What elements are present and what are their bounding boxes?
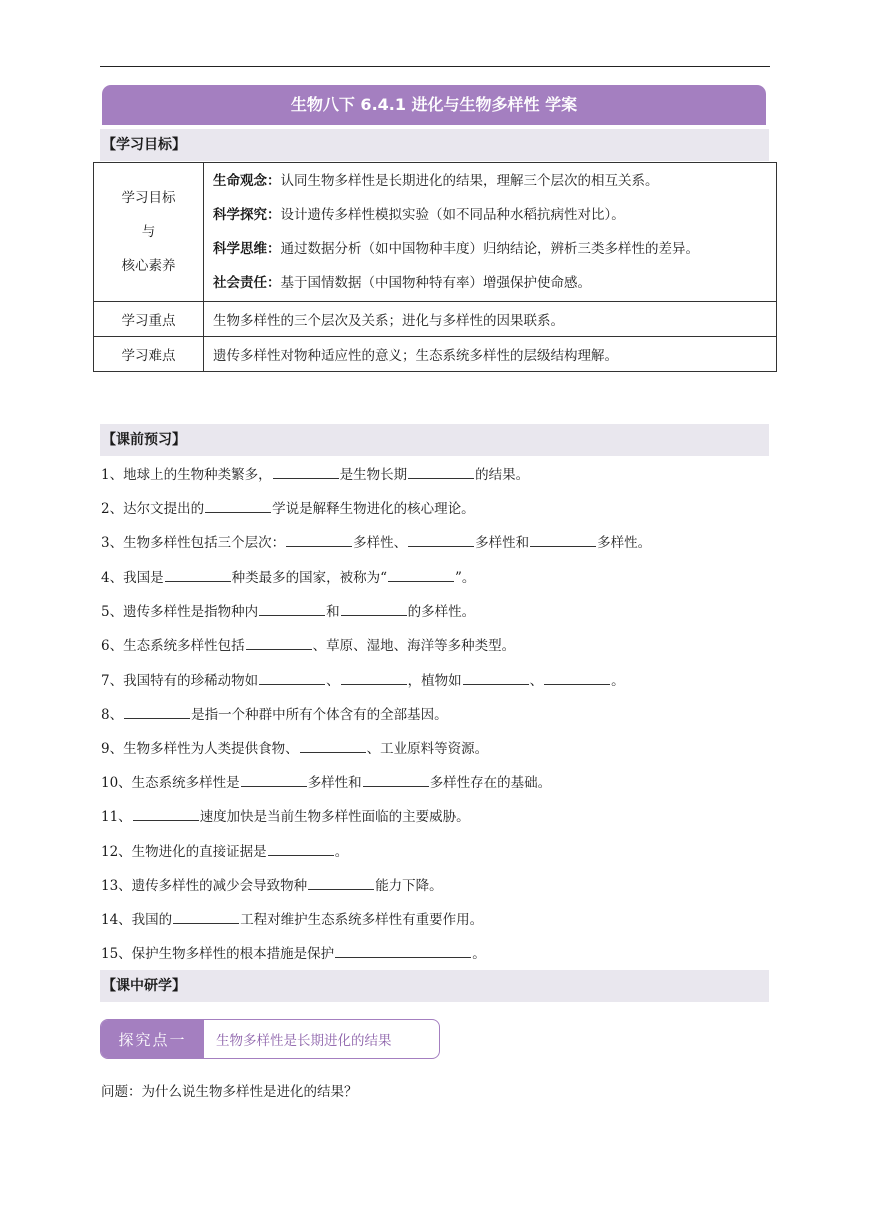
difficult-points-label: 学习难点 — [94, 337, 204, 372]
goal-item-label: 科学探究： — [213, 207, 281, 223]
question-9: 9、生物多样性为人类提供食物、 、工业原料等资源。 — [101, 737, 488, 759]
fill-blank[interactable] — [408, 531, 474, 547]
fill-blank[interactable] — [286, 531, 352, 547]
fill-blank[interactable] — [259, 669, 325, 685]
key-points-text: 生物多样性的三个层次及关系；进化与多样性的因果联系。 — [204, 302, 777, 337]
goals-label-line: 与 — [141, 224, 156, 240]
section-header-inclass: 【课中研学】 — [100, 970, 769, 1002]
goal-item — [213, 198, 775, 232]
fill-blank[interactable] — [388, 566, 454, 582]
fill-blank[interactable] — [268, 840, 334, 856]
key-points-label: 学习重点 — [94, 302, 204, 337]
goals-content-cell — [204, 163, 777, 302]
fill-blank[interactable] — [173, 908, 239, 924]
question-2: 2、达尔文提出的 学说是解释生物进化的核心理论。 — [101, 497, 475, 519]
question-12: 12、生物进化的直接证据是 。 — [101, 840, 348, 862]
fill-blank[interactable] — [408, 463, 474, 479]
question-13: 13、遗传多样性的减少会导致物种 能力下降。 — [101, 874, 443, 896]
page-title: 生物八下 6.4.1 进化与生物多样性 学案 — [102, 85, 766, 125]
goal-item-label: 科学思维： — [213, 241, 281, 257]
fill-blank[interactable] — [308, 874, 374, 890]
goals-label-line: 学习目标 — [121, 190, 176, 206]
fill-blank[interactable] — [544, 669, 610, 685]
question-10: 10、生态系统多样性是 多样性和 多样性存在的基础。 — [101, 771, 551, 793]
question-15: 15、保护生物多样性的根本措施是保护 。 — [101, 942, 486, 964]
key-points-row — [94, 302, 777, 337]
section-header-goals: 【学习目标】 — [100, 129, 769, 161]
header-rule — [100, 66, 770, 67]
probe-point-title: 生物多样性是长期进化的结果 — [216, 1033, 392, 1049]
fill-blank[interactable] — [241, 771, 307, 787]
inquiry-question: 问题：为什么说生物多样性是进化的结果？ — [101, 1084, 358, 1100]
fill-blank[interactable] — [124, 703, 190, 719]
question-5: 5、遗传多样性是指物种内 和 的多样性。 — [101, 600, 475, 622]
fill-blank[interactable] — [363, 771, 429, 787]
fill-blank[interactable] — [335, 942, 471, 958]
goals-table — [93, 162, 777, 372]
goal-item-label: 生命观念： — [213, 173, 281, 189]
question-1: 1、地球上的生物种类繁多， 是生物长期 的结果。 — [101, 463, 529, 485]
section-header-preview: 【课前预习】 — [100, 424, 769, 456]
fill-blank[interactable] — [205, 497, 271, 513]
difficult-points-text: 遗传多样性对物种适应性的意义；生态系统多样性的层级结构理解。 — [204, 337, 777, 372]
goal-item — [213, 232, 775, 266]
fill-blank[interactable] — [341, 600, 407, 616]
fill-blank[interactable] — [133, 805, 199, 821]
question-3: 3、生物多样性包括三个层次： 多样性、 多样性和 多样性。 — [101, 531, 651, 553]
fill-blank[interactable] — [530, 531, 596, 547]
goal-item-text: 设计遗传多样性模拟实验（如不同品种水稻抗病性对比）。 — [280, 207, 625, 223]
question-8: 8、 是指一个种群中所有个体含有的全部基因。 — [101, 703, 448, 725]
probe-point-box — [100, 1019, 440, 1059]
probe-point-tag: 探究点一 — [101, 1020, 204, 1058]
question-11: 11、 速度加快是当前生物多样性面临的主要威胁。 — [101, 805, 470, 827]
fill-blank[interactable] — [463, 669, 529, 685]
goal-item — [213, 164, 775, 198]
goal-item-text: 通过数据分析（如中国物种丰度）归纳结论，辨析三类多样性的差异。 — [280, 241, 699, 257]
goal-item-text: 认同生物多样性是长期进化的结果，理解三个层次的相互关系。 — [280, 173, 659, 189]
fill-blank[interactable] — [259, 600, 325, 616]
goal-item-label: 社会责任： — [213, 275, 281, 291]
fill-blank[interactable] — [341, 669, 407, 685]
fill-blank[interactable] — [273, 463, 339, 479]
question-14: 14、我国的 工程对维护生态系统多样性有重要作用。 — [101, 908, 483, 930]
goals-label-cell — [94, 163, 204, 302]
fill-blank[interactable] — [300, 737, 366, 753]
fill-blank[interactable] — [165, 566, 231, 582]
difficult-points-row — [94, 337, 777, 372]
goals-label-line: 核心素养 — [121, 258, 176, 274]
question-7: 7、我国特有的珍稀动物如 、 ，植物如 、 。 — [101, 669, 625, 691]
goal-item-text: 基于国情数据（中国物种特有率）增强保护使命感。 — [280, 275, 591, 291]
question-6: 6、生态系统多样性包括 、草原、湿地、海洋等多种类型。 — [101, 634, 515, 656]
goals-row — [94, 163, 777, 302]
question-4: 4、我国是 种类最多的国家，被称为“ ”。 — [101, 566, 475, 588]
fill-blank[interactable] — [246, 634, 312, 650]
goal-item — [213, 266, 775, 300]
